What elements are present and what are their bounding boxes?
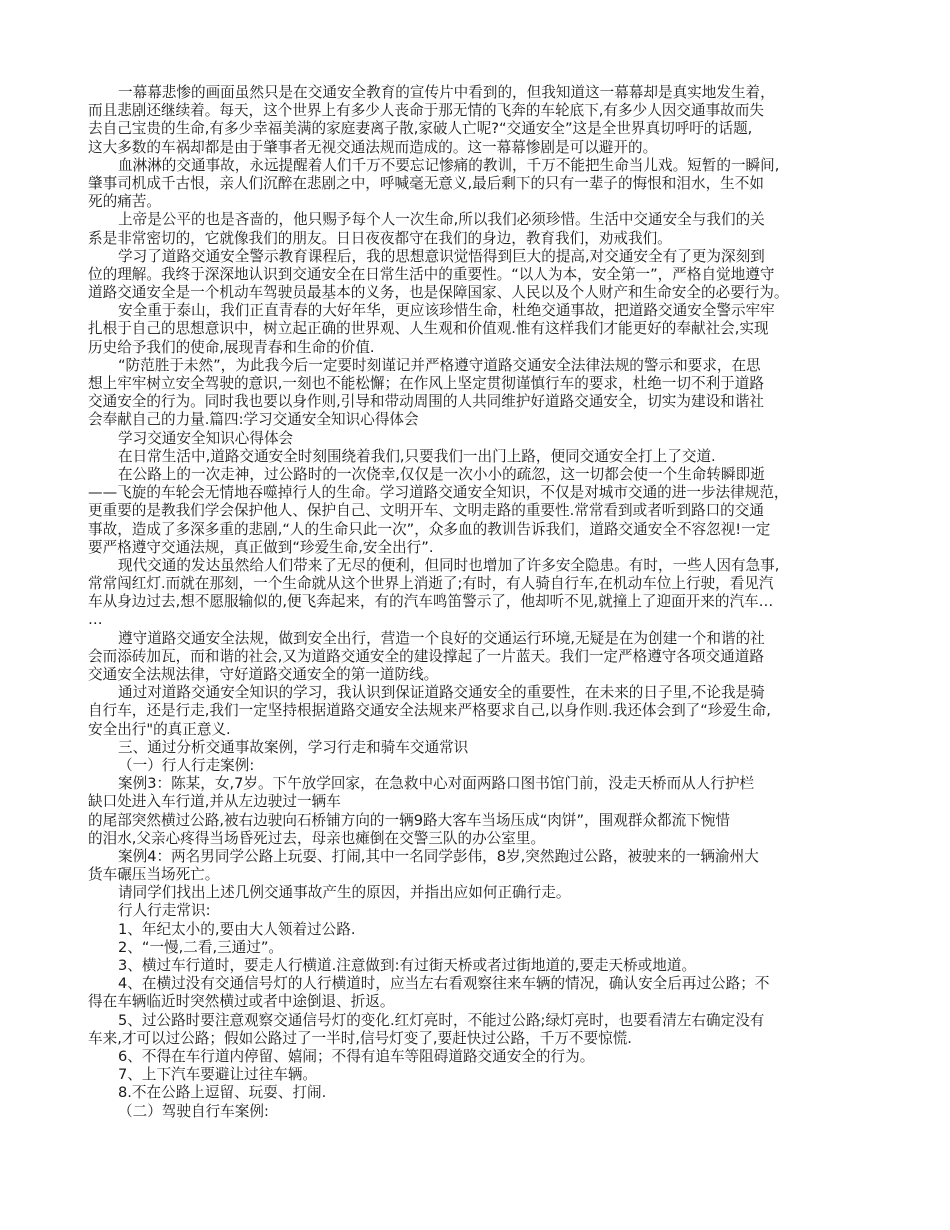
text-line: 三、通过分析交通事故案例，学习行走和骑车交通常识: [118, 738, 469, 756]
text-line: 通过对道路交通安全知识的学习，我认识到保证道路交通安全的重要性，在未来的日子里,不论我是骑: [118, 684, 765, 702]
text-line: 现代交通的发达虽然给人们带来了无尽的便利，但同时也增加了许多安全隐患。有时，一些人因有急事,: [118, 556, 780, 574]
text-line: 在公路上的一次走神，过公路时的一次侥幸,仅仅是一次小小的疏忽，这一切都会使一个生命转瞬即逝: [118, 465, 765, 483]
text-line: 自行车，还是行走,我们一定坚持根据道路交通安全法规来严格要求自己,以身作则.我还体会到了“珍爱生命,: [88, 702, 771, 720]
text-line: 货车碾压当场死亡。: [88, 866, 220, 884]
text-line: 案例4：两名男同学公路上玩耍、打闹,其中一名同学彭伟，8岁,突然跑过公路，被驶来的一辆渝州大: [118, 847, 759, 865]
text-line: 学习了道路交通安全警示教育课程后，我的思想意识觉悟得到巨大的提高,对交通安全有了更为深刻到: [118, 247, 765, 265]
text-line: 案例3：陈某，女,7岁。下午放学回家，在急救中心对面两路口图书馆门前，没走天桥而从人行护栏: [118, 775, 755, 793]
text-line: 请同学们找出上述几例交通事故产生的原因，并指出应如何正确行走。: [118, 884, 571, 902]
text-line: 车从身边过去,想不愿服输似的,便飞奔起来，有的汽车鸣笛警示了，他却听不见,就撞上了迎面开来的汽车…: [88, 593, 774, 611]
text-line: 5、过公路时要注意观察交通信号灯的变化.红灯亮时，不能过公路;绿灯亮时，也要看清左右确定没有: [118, 1011, 765, 1029]
text-line: 的泪水,父亲心疼得当场昏死过去，母亲也瘫倒在交警三队的办公室里。: [88, 829, 546, 847]
text-line: 车来,才可以过公路；假如公路过了一半时,信号灯变了,要赶快过公路，千万不要惊慌.: [88, 1029, 632, 1047]
text-line: 1、年纪太小的,要由大人领着过公路.: [118, 920, 356, 938]
text-line: 6、不得在车行道内停留、嬉闹；不得有追车等阻碍道路交通安全的行为。: [118, 1047, 595, 1065]
text-line: 安全重于泰山，我们正直青春的大好年华，更应该珍惜生命，杜绝交通事故，把道路交通安全警示牢牢: [118, 302, 775, 320]
text-line: （一）行人行走案例:: [118, 756, 255, 774]
text-line: 血淋淋的交通事故，永远提醒着人们千万不要忘记惨痛的教训，千万不能把生命当儿戏。短暂的一瞬间,: [118, 156, 780, 174]
text-line: 安全出行"的真正意义.: [88, 720, 231, 738]
text-line: 缺口处进入车行道,并从左边驶过一辆车: [88, 793, 341, 811]
text-line: 遵守道路交通安全法规，做到安全出行，营造一个良好的交通运行环境,无疑是在为创建一个和谐的社: [118, 629, 765, 647]
text-line: ——飞旋的车轮会无情地吞噬掉行人的生命。学习道路交通安全知识，不仅是对城市交通的进一步法律规范，: [88, 484, 789, 502]
text-line: 这大多数的车祸却都是由于肇事者无视交通法规而造成的。这一幕幕惨剧是可以避开的。: [88, 138, 658, 156]
text-line: 在日常生活中,道路交通安全时刻围绕着我们,只要我们一出门上路，便同交通安全打上了交道.: [118, 447, 716, 465]
text-line: 行人行走常识:: [118, 902, 211, 920]
text-line: （二）驾驶自行车案例:: [118, 1102, 269, 1120]
text-line: 道路交通安全是一个机动车驾驶员最基本的义务，也是保障国家、人民以及个人财产和生命安全的必要行为。: [88, 284, 789, 302]
text-line: 会而添砖加瓦，而和谐的社会,又为道路交通安全的建设撑起了一片蓝天。我们一定严格遵守各项交通道路: [88, 647, 764, 665]
text-line: 8.不在公路上逗留、玩耍、打闹.: [118, 1084, 327, 1102]
text-line: 更重要的是教我们学会保护他人、保护自己、文明开车、文明走路的重要性.常常看到或者听到路口的交通: [88, 502, 764, 520]
text-line: 7、上下汽车要避让过往车辆。: [118, 1066, 318, 1084]
text-line: 历史给予我们的使命,展现青春和生命的价值.: [88, 338, 375, 356]
text-line: 死的痛苦。: [88, 193, 161, 211]
text-line: 事故，造成了多深多重的悲剧,“人的生命只此一次”，众多血的教训告诉我们，道路交通安全不容忽视!一定: [88, 520, 771, 538]
text-line: 想上牢牢树立安全驾驶的意识,一刻也不能松懈；在作风上坚定贯彻谨慎行车的要求，杜绝一切不利于道路: [88, 375, 764, 392]
text-line: 系是非常密切的，它就像我们的朋友。日日夜夜都守在我们的身边，教育我们，劝戒我们。: [88, 229, 672, 247]
text-line: 而且悲剧还继续着。每天，这个世界上有多少人丧命于那无情的飞奔的车轮底下,有多少人因交通事故而失: [88, 102, 764, 120]
text-line: 上帝是公平的也是吝啬的，他只赐予每个人一次生命,所以我们必须珍惜。生活中交通安全与我们的关: [118, 211, 765, 229]
text-line: 要严格遵守交通法规，真正做到“珍爱生命,安全出行”.: [88, 538, 434, 556]
text-line: 常常闯红灯.而就在那刻，一个生命就从这个世界上消逝了;有时，有人骑自行车,在机动车位上行驶，看见汽: [88, 575, 774, 593]
text-line: 扎根于自己的思想意识中，树立起正确的世界观、人生观和价值观.惟有这样我们才能更好的奉献社会,实现: [88, 320, 769, 338]
text-line: 位的理解。我终于深深地认识到交通安全在日常生活中的重要性。“以人为本，安全第一”，严格自觉地遵守: [88, 265, 775, 283]
text-line: 3、横过车行道时，要走人行横道.注意做到:有过街天桥或者过街地道的,要走天桥或地道。: [118, 957, 697, 974]
text-line: “防范胜于未然”，为此我今后一定要时刻谨记并严格遵守道路交通安全法律法规的警示和要求，在思: [118, 356, 761, 374]
text-line: 的尾部突然横过公路,被右边驶向石桥铺方向的一辆9路大客车当场压成“肉饼”，围观群众都流下惋惜: [88, 811, 730, 829]
text-line: 2、“一慢,二看,三通过”。: [118, 938, 284, 956]
text-line: 肇事司机成千古恨，亲人们沉醉在悲剧之中，呼喊毫无意义,最后剩下的只有一辈子的悔恨和泪水，生不如: [88, 174, 764, 192]
text-line: 4、在横过没有交通信号灯的人行横道时，应当左右看观察往来车辆的情况，确认安全后再过公路；不: [118, 975, 770, 993]
text-line: 交通安全的行为。同时我也要以身作则,引导和带动周围的人共同维护好道路交通安全，切实为建设和谐社: [88, 393, 764, 411]
text-line: 学习交通安全知识心得体会: [118, 429, 294, 447]
text-line: 去自己宝贵的生命,有多少幸福美满的家庭妻离子散,家破人亡呢?“交通安全”这是全世界真切呼吁的话题,: [88, 120, 753, 138]
text-line: 得在车辆临近时突然横过或者中途倒退、折返。: [88, 993, 395, 1011]
text-line: …: [88, 611, 103, 629]
text-line: 会奉献自己的力量.篇四:学习交通安全知识心得体会: [88, 411, 419, 429]
text-line: 交通安全法规法律，守好道路交通安全的第一道防线。: [88, 666, 439, 683]
text-line: 一幕幕悲惨的画面虽然只是在交通安全教育的宣传片中看到的，但我知道这一幕幕却是真实地发生着，: [118, 84, 775, 101]
